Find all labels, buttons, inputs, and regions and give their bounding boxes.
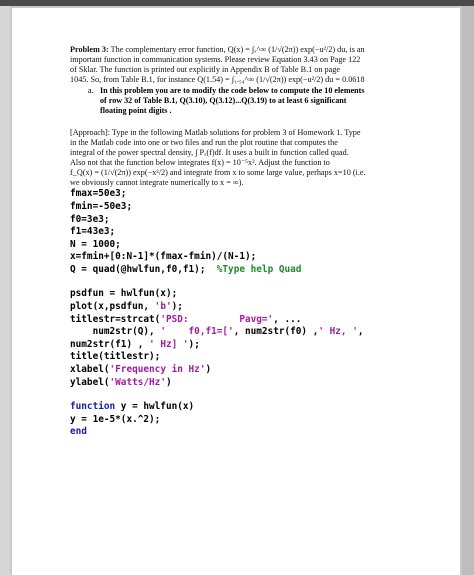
approach-line-6: we obviously cannot integrate numerically to x = ∞).	[70, 178, 244, 188]
code-line: y = 1e-5*(x.^2);	[70, 413, 161, 425]
code-text: ,	[357, 326, 364, 338]
code-text: , num2str(f0) ,	[233, 326, 319, 338]
problem-line-3: of Sklar. The function is printed out explicitly in Appendix B of Table B.1 on page	[70, 65, 340, 75]
code-line: f1=43e3;	[70, 226, 116, 238]
code-text: , ...	[273, 313, 302, 325]
problem-line-2: important function in communication systems. Please review Equation 3.43 on Page 122	[70, 55, 361, 65]
code-string: ' Hz, '	[318, 326, 358, 338]
code-line	[70, 326, 406, 339]
code-line: x=fmin+[0:N-1]*(fmax-fmin)/(N-1);	[70, 251, 257, 263]
code-keyword: end	[70, 426, 87, 438]
window-right-edge	[462, 6, 474, 575]
code-string: ' Hz] '	[149, 338, 189, 350]
code-string: 'Frequency in Hz'	[109, 364, 206, 376]
problem-line-4: 1045. So, from Table B.1, for instance Q(1.54) = ∫₁.₅₄^∞ (1/√(2π)) exp(−u²/2) du = 0.0618	[70, 75, 365, 85]
code-line	[70, 426, 406, 439]
code-text: );	[171, 301, 183, 313]
window-left-edge	[0, 6, 10, 575]
code-line: fmax=50e3;	[70, 188, 127, 200]
part-a-line-2: of row 32 of Table B.1, Q(3.10), Q(3.12)...Q(3.19) to at least 6 significant	[100, 96, 347, 106]
approach-line-4: Also not that the function below integrates f(x) = 10⁻⁵x². Adjust the function to	[70, 158, 330, 168]
code-line: title(titlestr);	[70, 351, 161, 363]
approach-line-3: integral of the power spectral density, ∫ Pₓ(f)df. It uses a built in function called quad.	[70, 147, 349, 157]
problem-label: Problem 3:	[70, 45, 109, 54]
code-text: Q = quad(@hwlfun,f0,f1);	[70, 263, 206, 275]
code-line	[70, 264, 406, 277]
code-comment: %Type help Quad	[216, 263, 302, 275]
code-line: f0=3e3;	[70, 213, 110, 225]
part-a-line-3: floating point digits .	[100, 105, 172, 115]
code-string: 'PSD: Pavg='	[160, 313, 274, 325]
code-keyword: function	[70, 401, 116, 413]
approach-paragraph	[70, 128, 406, 189]
problem-statement	[70, 45, 406, 85]
approach-line-1: [Approach]: Type in the following Matlab solutions for problem 3 of Homework 1. Type	[70, 127, 361, 137]
page-content	[70, 45, 406, 439]
code-text: num2str(Q),	[70, 326, 161, 338]
approach-line-2: in the Matlab code into one or two files and run the plot routine that computes the	[70, 137, 338, 147]
code-line	[70, 377, 406, 390]
code-text: titlestr=strcat(	[70, 313, 161, 325]
document-page	[12, 8, 460, 575]
code-text: y = hwlfun(x)	[115, 401, 195, 413]
code-line	[70, 314, 406, 327]
code-text: )	[205, 364, 212, 376]
code-text: ylabel(	[70, 376, 110, 388]
code-string: 'Watts/Hz'	[109, 376, 166, 388]
code-text: );	[188, 338, 200, 350]
code-text: )	[165, 376, 172, 388]
code-text: xlabel(	[70, 364, 110, 376]
code-text: num2str(f1) ,	[70, 338, 150, 350]
code-line: fmin=-50e3;	[70, 200, 133, 212]
part-a-label: a.	[88, 86, 94, 96]
code-string: 'b'	[154, 301, 172, 313]
part-a-line-1: In this problem you are to modify the code below to compute the 10 elements	[100, 86, 365, 96]
code-line	[70, 401, 406, 414]
code-string: ' f0,f1=['	[160, 326, 234, 338]
code-line: N = 1000;	[70, 238, 121, 250]
problem-line-1: The complementary error function, Q(x) = ∫ₓ^∞ (1/√(2π)) exp(−u²/2) du, is an	[110, 45, 365, 54]
code-line	[70, 364, 406, 377]
window-top-bar	[0, 0, 474, 6]
code-line	[70, 339, 406, 352]
code-line	[70, 301, 406, 314]
matlab-code-block	[70, 188, 406, 439]
code-text: plot(x,psdfun,	[70, 301, 155, 313]
code-line: psdfun = hwlfun(x);	[70, 288, 178, 300]
part-a	[70, 86, 406, 115]
approach-line-5: f_Q(x) = (1/√(2π)) exp(−x²/2) and integrate from x to some large value, perhaps x=10 (i.e.	[70, 168, 366, 178]
